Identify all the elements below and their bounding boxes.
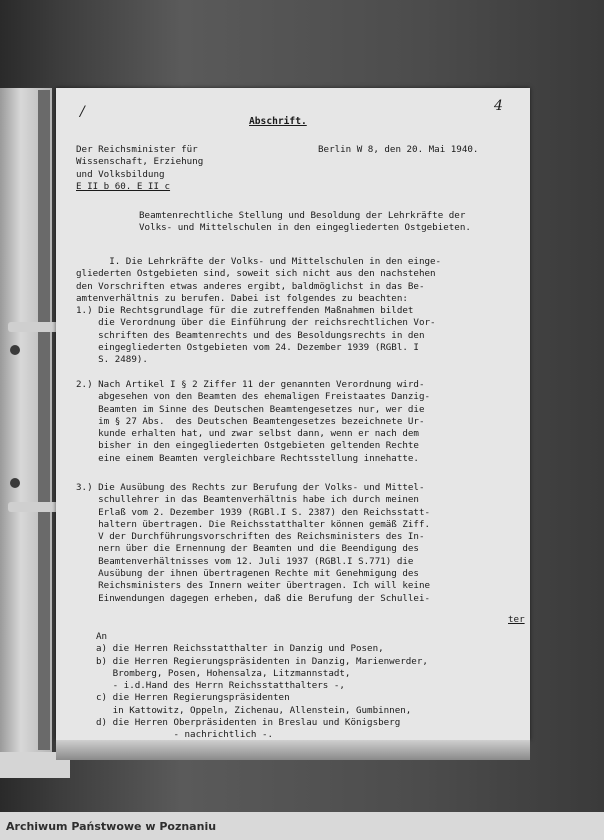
sender-line: Wissenschaft, Erziehung bbox=[76, 156, 204, 168]
subject-line: Beamtenrechtliche Stellung und Besoldung der Lehrkräfte der Volks- und Mittelschulen in den eingegliederten Ostgebieten. bbox=[139, 210, 471, 234]
list-item-1: 1.) Die Rechtsgrundlage für die zutreffenden Maßnahmen bildet die Verordnung über die Einführung der reichsrechtlichen Vor- schriften des Beamtenrechts und des Besoldungsrechts in den eingegliederten Ostgebieten vom 24. Dezember 1939 (RGBl. I S. 2489). bbox=[76, 305, 436, 366]
sender-block bbox=[76, 144, 203, 193]
reference-number: E II b 60. E II c bbox=[76, 180, 171, 192]
sender-line: und Volksbildung bbox=[76, 168, 165, 180]
punch-hole bbox=[10, 478, 20, 488]
page-number: 4 bbox=[494, 98, 503, 114]
sender-line: Der Reichsminister für bbox=[76, 144, 198, 155]
document-title: Abschrift. bbox=[249, 116, 307, 127]
page-lower-edge bbox=[56, 740, 530, 760]
handwritten-mark: / bbox=[80, 104, 85, 120]
archive-label: Archiwum Państwowe w Poznaniu bbox=[6, 820, 217, 833]
paragraph-one: I. Die Lehrkräfte der Volks- und Mittelschulen in den einge- gliederten Ostgebieten sind, soweit sich nicht aus den nachstehen den Vorschriften etwas anderes ergibt, baldmöglichst in das Be- amtenverhältnis zu berufen. Dabei ist folgendes zu beachten: bbox=[76, 256, 442, 304]
list-item-2: 2.) Nach Artikel I § 2 Ziffer 11 der genannten Verordnung wird- abgesehen von den Beamten des ehemaligen Freistaates Danzig- Beamten im Sinne des Deutschen Beamtengesetzes nur, wer die im § 27 Abs. des Deutschen Beamtengesetzes bezeichnete Ur- kunde erhalten hat, und zwar selbst dann, wenn er nach dem bisher in den eingegliederten Ostgebieten geltenden Rechte eine einem Beamten vergleichbare Rechtsstellung innehatte. bbox=[76, 379, 431, 464]
document-page bbox=[56, 88, 530, 740]
list-item-3: 3.) Die Ausübung des Rechts zur Berufung der Volks- und Mittel- schullehrer in das Beamtenverhältnis habe ich durch meinen Erlaß vom 2. Dezember 1939 (RGBl.I S. 2387) den Reichsstatt- haltern übertragen. Die Reichsstatthalter können gemäß Ziff. V der Durchführungsvorschriften des Reichsministers des In- nern über die Ernennung der Beamten und die Beendigung des Beamtenverhältnisses vom 12. Juli 1937 (RGBl.I S.771) die Ausübung der ihnen übertragenen Rechte mit Genehmigung des Reichsministers des Innern weiter übertragen. Ich will keine Einwendungen dagegen erheben, daß die Berufung der Schullei- bbox=[76, 482, 431, 604]
continuation-word: ter bbox=[508, 614, 525, 625]
binder-edge bbox=[38, 90, 50, 750]
recipients-block: An a) die Herren Reichsstatthalter in Danzig und Posen, b) die Herren Regierungspräsidenten in Danzig, Marienwerder, Bromberg, Posen, Hohensalza, Litzmannstadt, - i.d.Hand des Herrn Reichsstatthalters -, c) die Herren Regierungspräsidenten in Kattowitz, Oppeln, Zichenau, Allenstein, Gumbinnen, d) die Herren Oberpräsidenten in Breslau und Königsberg - nachrichtlich -. bbox=[96, 631, 428, 741]
place-date: Berlin W 8, den 20. Mai 1940. bbox=[318, 144, 479, 155]
punch-hole bbox=[10, 345, 20, 355]
